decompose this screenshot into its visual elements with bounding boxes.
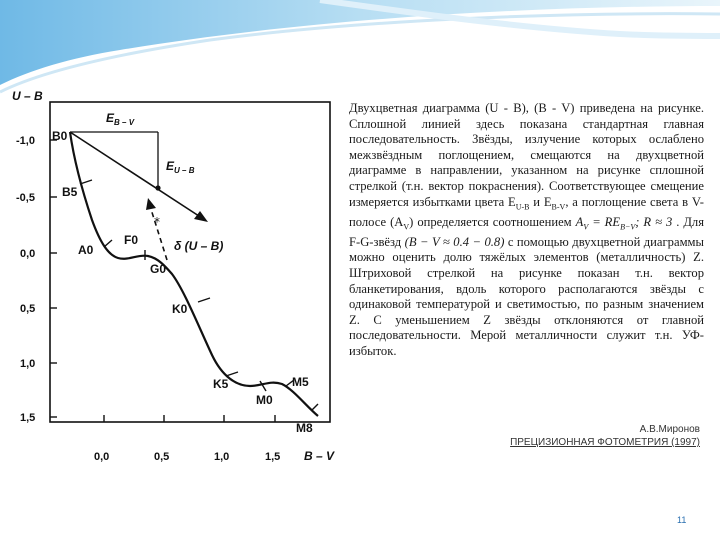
x-tick-label: 1,5 xyxy=(265,451,281,463)
page-number: 11 xyxy=(677,515,687,525)
y-tick-label: -1,0 xyxy=(16,135,35,147)
delta-ub-label: δ (U – B) xyxy=(174,239,224,253)
label-b5: B5 xyxy=(62,185,78,199)
label-k5: K5 xyxy=(213,377,229,391)
plot-frame xyxy=(50,102,330,422)
label-g0: G0 xyxy=(150,262,167,276)
x-tick-label: 0,5 xyxy=(154,451,170,463)
x-tick-label: 0,0 xyxy=(94,451,110,463)
x-axis-label: B – V xyxy=(304,449,335,463)
author-credit: А.В.Миронов xyxy=(639,424,700,435)
y-ticks xyxy=(50,140,57,417)
reddening-arrowhead xyxy=(194,211,208,222)
y-tick-label: -0,5 xyxy=(16,192,35,204)
source-citation: ПРЕЦИЗИОННАЯ ФОТОМЕТРИЯ (1997) xyxy=(510,437,700,448)
label-a0: A0 xyxy=(78,243,94,257)
label-m5: M5 xyxy=(292,375,309,389)
label-m0: M0 xyxy=(256,393,273,407)
e-ub-label: $E_{U - B}$ xyxy=(166,159,195,175)
description-text: Двухцветная диаграмма (U - B), (B - V) приведена на рисунке. Сплошной линией здесь показана стандартная главная последовательность. Звёзды, излучение которых ослаблено межзвёздным поглощением, смещаются на двухцветной диаграмме в направлении, указанном на рисунке сплошной стрелкой (т.н. вектор покраснения). Соответствующее смещение измеряется избытками цвета $E_{U-B}$ и $E_{B-V}$, а поглощение света в V-полосе $(A_V)$ определяется соотношением $A_V = RE_{B-V}$; R ≈ 3 . Для F-G-звёзд (B − V ≈ 0.4 − 0.8) с помощью двухцветной диаграммы можно оценить долю тяжёлых элементов (металличность) Z. Штриховой стрелкой на рисунке показан т.н. вектор бланкетирования, вдоль которого располагаются звёзды с одинаковой температурой и светимостью, по разным значением Z. С уменьшением Z звёзды отклоняются от главной последовательности. Мерой металличности служит т.н. УФ-избыток. xyxy=(349,101,705,358)
x-tick-label: 1,0 xyxy=(214,451,230,463)
two-color-diagram xyxy=(0,80,345,500)
y-tick-label: 1,0 xyxy=(20,358,36,370)
label-f0: F0 xyxy=(124,233,139,247)
y-axis-label: U – B xyxy=(12,89,43,103)
reddened-star-point xyxy=(155,185,160,190)
y-tick-label: 0,0 xyxy=(20,248,36,260)
reddening-vector-arrow xyxy=(70,132,202,218)
y-tick-label: 0,5 xyxy=(20,303,36,315)
blanketing-star-marker: * xyxy=(154,215,160,229)
e-bv-label: $E_{B - V}$ xyxy=(106,111,135,127)
label-b0: B0 xyxy=(52,129,68,143)
y-tick-label: 1,5 xyxy=(20,412,36,424)
label-k0: K0 xyxy=(172,302,188,316)
label-m8: M8 xyxy=(296,421,313,435)
x-ticks xyxy=(104,415,275,422)
blanketing-arrowhead xyxy=(146,198,156,210)
